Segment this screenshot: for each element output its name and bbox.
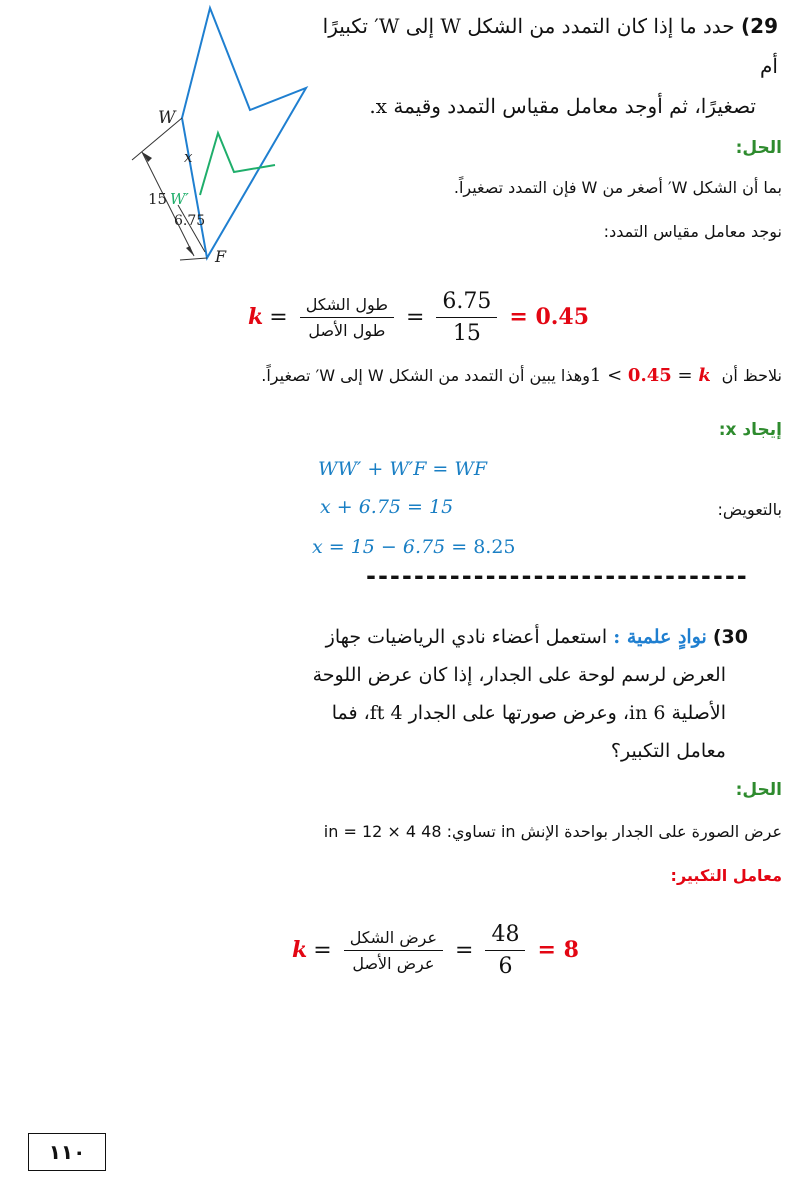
- equation-line-2: [320, 496, 453, 518]
- figure-label-x: x: [184, 148, 193, 166]
- image-shape-Wprime: [200, 133, 275, 195]
- scale-factor-formula-30: [292, 905, 579, 995]
- question-30-line-3: الأصلية 6 in، وعرض صورتها على الجدار 4 ft، فما: [331, 702, 726, 724]
- question-30: [268, 618, 748, 770]
- inequality-k: k: [698, 365, 711, 386]
- question-29-line-2: تصغيرًا، ثم أوجد معامل مقياس التمدد وقيمة x.: [369, 94, 756, 118]
- figure-label-Wprime: W′: [170, 190, 189, 208]
- find-x-heading: إيجاد x:: [718, 420, 782, 440]
- solution-30-heading: الحل:: [735, 780, 782, 800]
- section-divider: --------------------------------: [366, 562, 749, 590]
- substitution-label: بالتعويض:: [717, 500, 782, 519]
- question-30-line-2: العرض لرسم لوحة على الجدار، إذا كان عرض اللوحة: [312, 664, 726, 686]
- solution-29-line-1: بما أن الشكل W′ أصغر من W فإن التمدد تصغيراً.: [453, 178, 782, 197]
- scale-factor-formula-29: [248, 272, 589, 362]
- equals-sign: =: [405, 304, 425, 330]
- fraction-denominator: 15: [452, 320, 481, 346]
- number-fraction: [485, 922, 525, 979]
- question-title: نوادٍ علمية :: [613, 626, 707, 648]
- figure-label-F: F: [215, 247, 227, 265]
- fraction-numerator: 48: [485, 922, 525, 951]
- equation-line-3: [312, 536, 516, 558]
- solution-30-line-1: عرض الصورة على الجدار بواحدة الإنش in تساوي: 48 in = 12 × 4: [323, 822, 782, 841]
- extension-line-F: [180, 258, 207, 260]
- inequality-value: 0.45: [627, 365, 672, 386]
- fraction-numerator: طول الشكل: [300, 295, 394, 318]
- equals-sign: =: [313, 937, 332, 963]
- k-symbol: k: [292, 937, 308, 963]
- figure-label-15: 15: [148, 190, 168, 208]
- question-29: [318, 6, 778, 126]
- page-number-box: [28, 1133, 106, 1171]
- solution-29-line-2: نوجد معامل مقياس التمدد:: [603, 222, 782, 241]
- solution-30-subheading: معامل التكبير:: [670, 866, 782, 885]
- question-text: استعمل أعضاء نادي الرياضيات جهاز: [325, 626, 608, 648]
- question-30-line-1: [268, 618, 748, 656]
- equation-line-2-text: x + 6.75 = 15: [320, 496, 454, 518]
- inequality-equals: =: [677, 365, 693, 386]
- fraction-denominator: 6: [498, 953, 513, 979]
- solution-29-note: [261, 365, 782, 386]
- fraction-denominator: عرض الأصل: [352, 953, 435, 973]
- figure-label-W: W: [158, 108, 176, 128]
- equation-line-3-text: x = 15 − 6.75 =: [312, 536, 474, 558]
- dilation-figure: [130, 0, 310, 265]
- word-fraction: [344, 928, 443, 973]
- arrow-head-bottom: [186, 246, 194, 256]
- inequality-one: 1 <: [589, 365, 623, 386]
- fraction-denominator: طول الأصل: [308, 320, 386, 340]
- fraction-numerator: عرض الشكل: [344, 928, 443, 951]
- number-fraction: [436, 289, 497, 346]
- note-text-post: وهذا يبين أن التمدد من الشكل W إلى W′ تصغيراً.: [261, 366, 590, 385]
- word-fraction: [300, 295, 394, 340]
- equals-sign: =: [455, 937, 474, 963]
- result-value: = 8: [537, 937, 579, 963]
- question-number: 29): [741, 14, 778, 38]
- figure-label-6-75: 6.75: [174, 213, 206, 229]
- arrow-head-top: [142, 152, 152, 162]
- question-text: حدد ما إذا كان التمدد من الشكل W إلى W′ تكبيرًا أم: [322, 14, 778, 78]
- result-value: = 0.45: [509, 304, 590, 330]
- question-number: 30): [712, 626, 748, 648]
- question-29-line-1: [318, 6, 778, 86]
- x-value: 8.25: [473, 536, 516, 558]
- equation-line-1: WW′ + W′F = WF: [318, 458, 488, 480]
- k-symbol: k: [248, 304, 264, 330]
- page-number: ١١٠: [48, 1140, 86, 1164]
- question-30-line-4: معامل التكبير؟: [610, 740, 726, 762]
- fraction-numerator: 6.75: [436, 289, 497, 318]
- equals-sign: =: [269, 304, 288, 330]
- note-inequality: [590, 365, 717, 386]
- note-text-pre: نلاحظ أن: [721, 366, 782, 385]
- solution-29-heading: الحل:: [735, 138, 782, 158]
